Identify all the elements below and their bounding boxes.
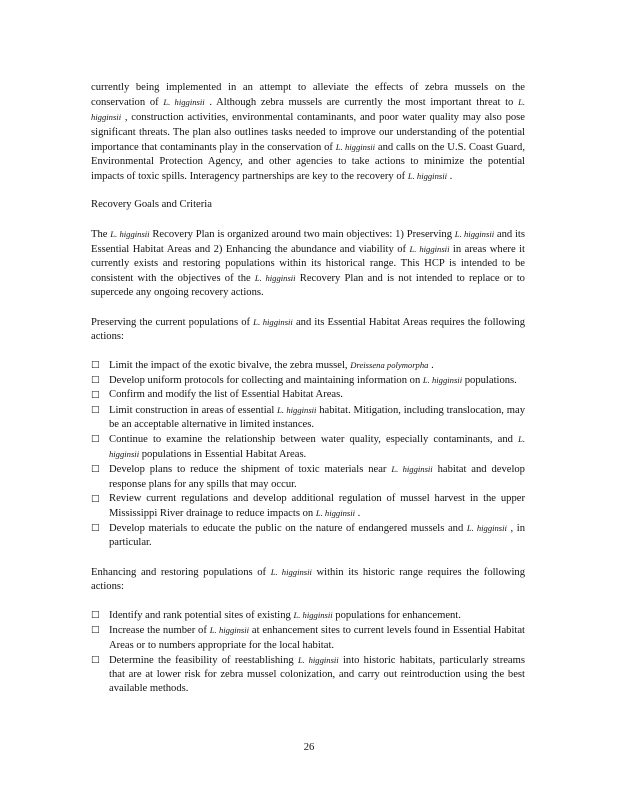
preserving-actions-list xyxy=(91,358,525,551)
text-run: within its historic range requires the following actions: xyxy=(91,566,525,592)
text-run: Continue to examine the relationship between water quality, especially contaminants, and xyxy=(109,434,519,446)
list-item xyxy=(91,373,525,388)
paragraph-preserving xyxy=(91,315,525,344)
text-run: Limit the impact of the exotic bivalve, the zebra mussel, xyxy=(109,360,351,372)
text-run: Recovery Plan and is not intended to replace or to supercede any ongoing recovery actions. xyxy=(91,273,525,299)
text-run: Recovery Plan is organized around two main objectives: 1) Preserving xyxy=(149,228,455,240)
text-run: Develop plans to reduce the shipment of toxic materials near xyxy=(109,464,392,476)
text-run: populations. xyxy=(462,375,517,387)
text-run: Develop uniform protocols for collecting and maintaining information on xyxy=(109,375,423,387)
species-name: L. higginsii xyxy=(454,228,495,239)
checkbox-bullet-icon: □ xyxy=(91,434,100,445)
text-run: and its Essential Habitat Areas and 2) Enhancing the abundance and viability of xyxy=(91,228,525,255)
text-run: Review current regulations and develop additional regulation of mussel harvest in the upper Mississippi River drainage to reduce impacts on xyxy=(109,492,525,520)
checkbox-bullet-icon: □ xyxy=(91,625,100,636)
text-run: Confirm and modify the list of Essential Habitat Areas. xyxy=(109,389,343,401)
text-run: currently being implemented in an attempt to alleviate the effects of zebra mussels on the conservation of xyxy=(91,82,525,109)
checkbox-bullet-icon: □ xyxy=(91,404,100,415)
text-run: habitat. Mitigation, including translocation, may be an acceptable alternative in limited instances. xyxy=(109,404,525,430)
text-run: . xyxy=(428,360,434,372)
text-run: , construction activities, environmental contaminants, and poor water quality may also pose significant threats. The plan also outlines tasks needed to improve our understanding of the potential importance that contaminants play in the conservation of xyxy=(91,112,525,153)
species-name: L. higginsii xyxy=(335,141,376,152)
text-run: and calls on the U.S. Coast Guard, Environmental Protection Agency, and other agencies to take actions to minimize the potential impacts of toxic spills. Interagency partnerships are key to the recovery of xyxy=(91,141,525,183)
page-body xyxy=(91,81,525,696)
species-name: L. higginsii xyxy=(253,316,293,327)
species-name: L. higginsii xyxy=(163,97,205,108)
list-item xyxy=(91,462,525,491)
species-name: L. higginsii xyxy=(293,610,333,621)
list-item xyxy=(91,521,525,550)
text-run: Enhancing and restoring populations of xyxy=(91,566,271,578)
list-item xyxy=(91,358,525,373)
list-item xyxy=(91,403,525,432)
text-run: Identify and rank potential sites of existing xyxy=(109,610,294,622)
species-name: L. higginsii xyxy=(297,654,339,665)
list-item xyxy=(91,623,525,652)
section-heading: Recovery Goals and Criteria xyxy=(91,199,212,211)
text-run: into historic habitats, particularly streams that are at lower risk for zebra mussel colonization, and carry out reintroduction using the best available methods. xyxy=(109,654,525,695)
checkbox-bullet-icon: □ xyxy=(91,464,100,475)
checkbox-bullet-icon: □ xyxy=(91,375,100,386)
text-run: , in particular. xyxy=(109,523,525,549)
checkbox-bullet-icon: □ xyxy=(91,360,100,371)
text-run: populations in Essential Habitat Areas. xyxy=(139,449,307,461)
text-run: . xyxy=(355,508,361,520)
list-item xyxy=(91,492,525,521)
species-name: L. higginsii xyxy=(91,97,525,123)
text-run: Develop materials to educate the public on the nature of endangered mussels and xyxy=(109,523,467,535)
checkbox-bullet-icon: □ xyxy=(91,523,100,534)
page-number: 26 xyxy=(303,742,315,753)
species-name: L. higginsii xyxy=(407,171,447,182)
species-name: L. higginsii xyxy=(109,434,525,460)
text-run: and its Essential Habitat Areas requires the following actions: xyxy=(91,316,525,342)
text-run: habitat and develop response plans for any spills that may occur. xyxy=(109,464,525,490)
list-item xyxy=(91,608,525,623)
list-item xyxy=(91,388,525,402)
species-name: L. higginsii xyxy=(209,625,250,636)
paragraph-enhancing xyxy=(91,565,525,594)
paragraph-objectives xyxy=(91,227,525,301)
text-run: . Although zebra mussels are currently the most important threat to xyxy=(204,97,519,109)
species-name: L. higginsii xyxy=(409,243,450,254)
list-item xyxy=(91,653,525,697)
species-name: L. higginsii xyxy=(110,228,150,239)
species-name: Dreissena polymorpha xyxy=(350,360,429,371)
text-run: The xyxy=(91,228,111,240)
text-run: Determine the feasibility of reestablishing xyxy=(109,654,298,666)
list-item xyxy=(91,432,525,462)
species-name: L. higginsii xyxy=(466,523,507,534)
species-name: L. higginsii xyxy=(270,566,312,577)
checkbox-bullet-icon: □ xyxy=(91,390,100,401)
text-run: populations for enhancement. xyxy=(332,610,461,622)
species-name: L. higginsii xyxy=(254,273,296,284)
text-run: Limit construction in areas of essential xyxy=(109,404,278,416)
paragraph-intro xyxy=(91,81,525,184)
species-name: L. higginsii xyxy=(277,404,317,415)
text-run: Increase the number of xyxy=(109,625,210,637)
enhancing-actions-list xyxy=(91,608,525,696)
text-run: in areas where it currently exists and restoring populations within its historical range. This HCP is intended to be consistent with the objectives of the xyxy=(91,243,525,285)
text-run: Preserving the current populations of xyxy=(91,316,254,328)
species-name: L. higginsii xyxy=(422,375,463,386)
checkbox-bullet-icon: □ xyxy=(91,610,100,621)
text-run: . xyxy=(447,171,453,183)
checkbox-bullet-icon: □ xyxy=(91,493,100,504)
checkbox-bullet-icon: □ xyxy=(91,654,100,665)
text-run: at enhancement sites to current levels found in Essential Habitat Areas or to numbers appropriate for the local habitat. xyxy=(109,625,525,651)
species-name: L. higginsii xyxy=(315,508,356,519)
species-name: L. higginsii xyxy=(391,464,433,475)
